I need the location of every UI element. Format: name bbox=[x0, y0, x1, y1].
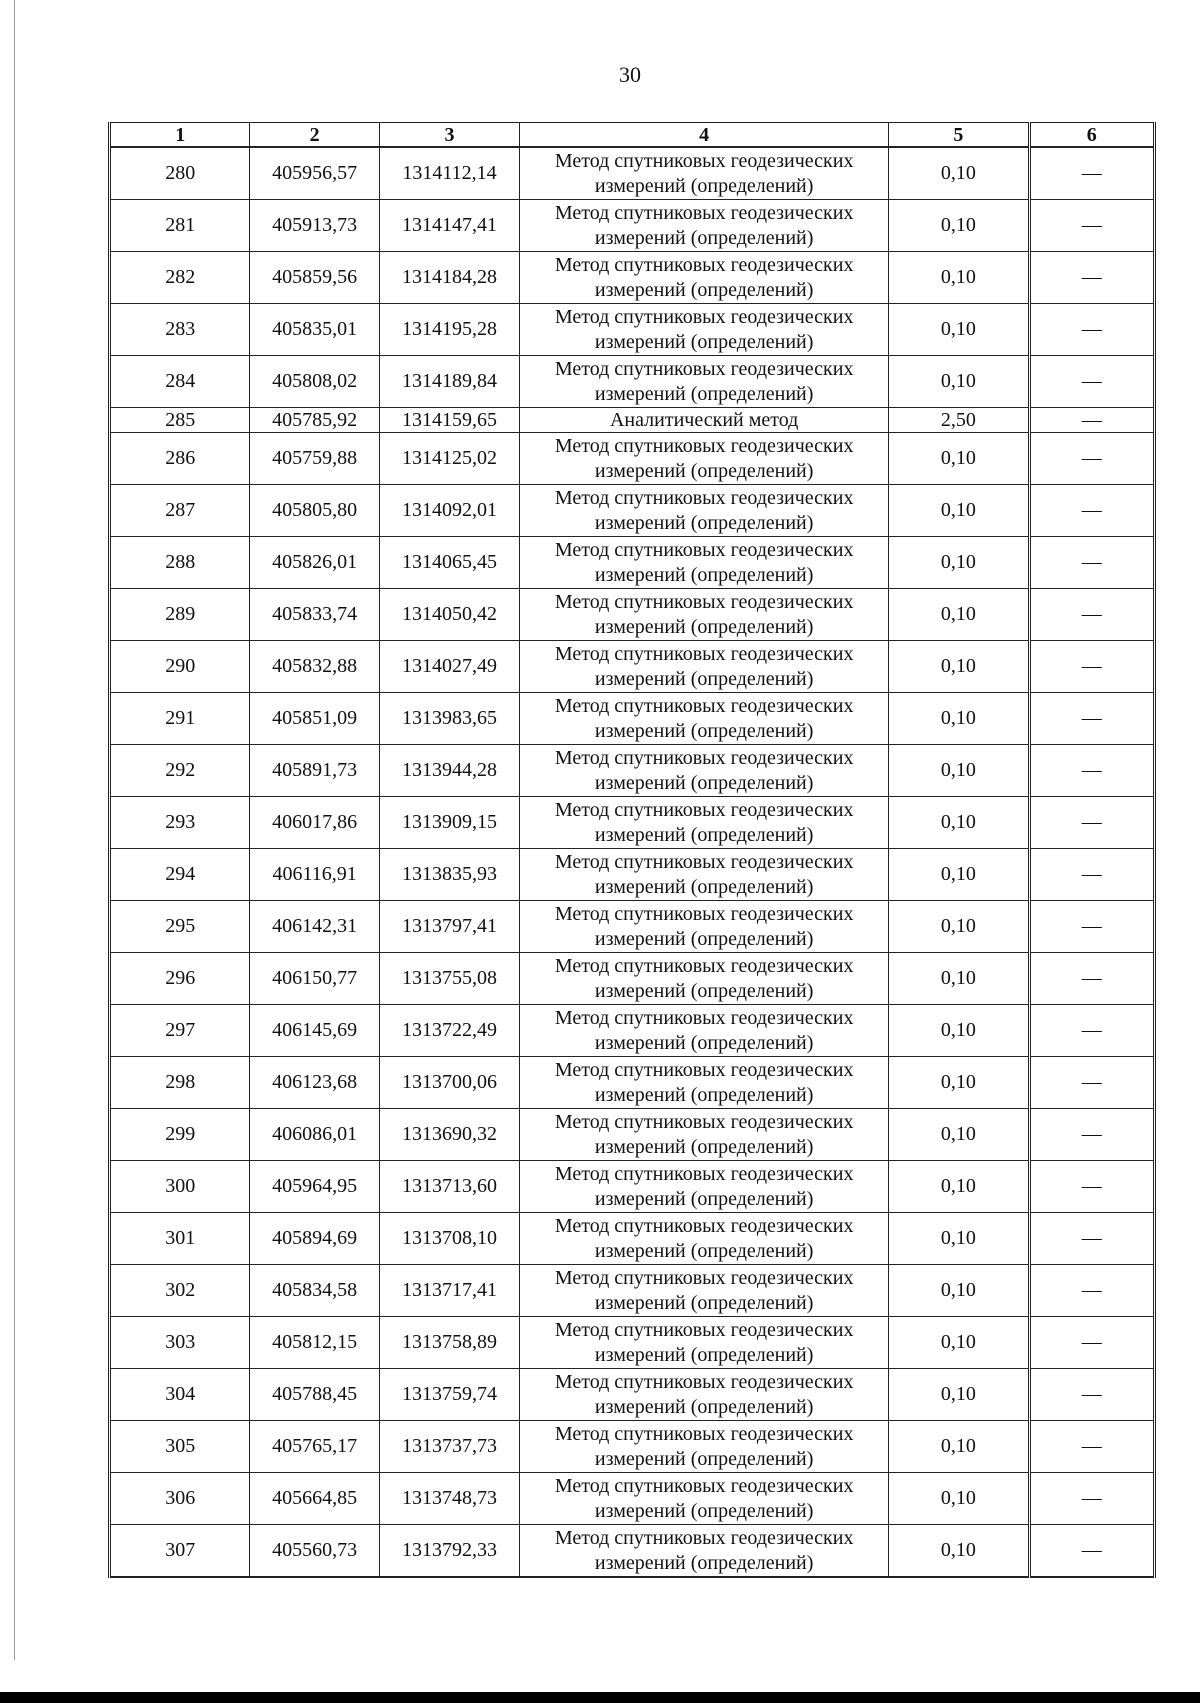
note-cell: — bbox=[1029, 1057, 1154, 1109]
accuracy-cell: 0,10 bbox=[889, 1005, 1029, 1057]
note-cell: — bbox=[1029, 304, 1154, 356]
method-line: Метод спутниковых геодезических bbox=[554, 746, 854, 769]
table-row bbox=[110, 1421, 1155, 1473]
accuracy-cell: 0,10 bbox=[889, 304, 1029, 356]
header-col-3: 3 bbox=[379, 123, 519, 148]
table-row bbox=[110, 1473, 1155, 1525]
point-number-cell: 298 bbox=[110, 1057, 250, 1109]
table-row bbox=[110, 1161, 1155, 1213]
header-col-4: 4 bbox=[520, 123, 889, 148]
x-coordinate-cell: 405913,73 bbox=[250, 200, 379, 252]
y-coordinate-cell: 1313755,08 bbox=[379, 953, 519, 1005]
y-coordinate-cell: 1313713,60 bbox=[379, 1161, 519, 1213]
point-number-cell: 301 bbox=[110, 1213, 250, 1265]
method-line: Метод спутниковых геодезических bbox=[554, 434, 854, 457]
point-number-cell: 284 bbox=[110, 356, 250, 408]
x-coordinate-cell: 405765,17 bbox=[250, 1421, 379, 1473]
point-number-cell: 281 bbox=[110, 200, 250, 252]
method-line: измерений (определений) bbox=[594, 330, 814, 353]
method-line: Метод спутниковых геодезических bbox=[554, 1058, 854, 1081]
method-line: Метод спутниковых геодезических bbox=[554, 1318, 854, 1341]
method-line: измерений (определений) bbox=[594, 927, 814, 950]
point-number-cell: 295 bbox=[110, 901, 250, 953]
note-cell: — bbox=[1029, 433, 1154, 485]
method-line: Метод спутниковых геодезических bbox=[554, 694, 854, 717]
method-line: измерений (определений) bbox=[594, 1447, 814, 1470]
scan-edge-bar bbox=[0, 1692, 1200, 1703]
accuracy-cell: 0,10 bbox=[889, 1421, 1029, 1473]
point-number-cell: 292 bbox=[110, 745, 250, 797]
method-cell bbox=[520, 304, 889, 356]
x-coordinate-cell: 406017,86 bbox=[250, 797, 379, 849]
header-col-2: 2 bbox=[250, 123, 379, 148]
y-coordinate-cell: 1314125,02 bbox=[379, 433, 519, 485]
table-row bbox=[110, 1317, 1155, 1369]
method-line: Метод спутниковых геодезических bbox=[554, 1110, 854, 1133]
header-col-5: 5 bbox=[889, 123, 1029, 148]
y-coordinate-cell: 1313737,73 bbox=[379, 1421, 519, 1473]
method-line: измерений (определений) bbox=[594, 511, 814, 534]
accuracy-cell: 0,10 bbox=[889, 589, 1029, 641]
method-line: измерений (определений) bbox=[594, 1031, 814, 1054]
x-coordinate-cell: 405808,02 bbox=[250, 356, 379, 408]
method-line: Метод спутниковых геодезических bbox=[554, 798, 854, 821]
x-coordinate-cell: 405759,88 bbox=[250, 433, 379, 485]
method-line: Метод спутниковых геодезических bbox=[554, 1214, 854, 1237]
x-coordinate-cell: 405833,74 bbox=[250, 589, 379, 641]
method-line: измерений (определений) bbox=[594, 1239, 814, 1262]
x-coordinate-cell: 405805,80 bbox=[250, 485, 379, 537]
y-coordinate-cell: 1314159,65 bbox=[379, 408, 519, 433]
method-line: Метод спутниковых геодезических bbox=[554, 1526, 854, 1549]
table-row bbox=[110, 1369, 1155, 1421]
table-row bbox=[110, 356, 1155, 408]
method-line: Метод спутниковых геодезических bbox=[554, 486, 854, 509]
method-line: измерений (определений) bbox=[594, 278, 814, 301]
method-cell bbox=[520, 849, 889, 901]
y-coordinate-cell: 1314147,41 bbox=[379, 200, 519, 252]
x-coordinate-cell: 405812,15 bbox=[250, 1317, 379, 1369]
accuracy-cell: 0,10 bbox=[889, 797, 1029, 849]
x-coordinate-cell: 405785,92 bbox=[250, 408, 379, 433]
accuracy-cell: 0,10 bbox=[889, 1317, 1029, 1369]
method-cell bbox=[520, 1109, 889, 1161]
accuracy-cell: 0,10 bbox=[889, 1473, 1029, 1525]
accuracy-cell: 0,10 bbox=[889, 147, 1029, 200]
y-coordinate-cell: 1313759,74 bbox=[379, 1369, 519, 1421]
method-line: измерений (определений) bbox=[594, 1343, 814, 1366]
table-row bbox=[110, 693, 1155, 745]
table-row bbox=[110, 1057, 1155, 1109]
point-number-cell: 302 bbox=[110, 1265, 250, 1317]
y-coordinate-cell: 1313944,28 bbox=[379, 745, 519, 797]
x-coordinate-cell: 405826,01 bbox=[250, 537, 379, 589]
table-row bbox=[110, 433, 1155, 485]
note-cell: — bbox=[1029, 693, 1154, 745]
method-cell bbox=[520, 356, 889, 408]
table-row bbox=[110, 1213, 1155, 1265]
header-row bbox=[110, 123, 1155, 148]
left-margin-rule bbox=[14, 0, 15, 1660]
method-line: измерений (определений) bbox=[594, 719, 814, 742]
y-coordinate-cell: 1314065,45 bbox=[379, 537, 519, 589]
y-coordinate-cell: 1313835,93 bbox=[379, 849, 519, 901]
y-coordinate-cell: 1313792,33 bbox=[379, 1525, 519, 1578]
point-number-cell: 285 bbox=[110, 408, 250, 433]
point-number-cell: 299 bbox=[110, 1109, 250, 1161]
table-row bbox=[110, 953, 1155, 1005]
note-cell: — bbox=[1029, 1369, 1154, 1421]
note-cell: — bbox=[1029, 537, 1154, 589]
method-line: измерений (определений) bbox=[594, 823, 814, 846]
note-cell: — bbox=[1029, 485, 1154, 537]
method-cell bbox=[520, 641, 889, 693]
x-coordinate-cell: 405859,56 bbox=[250, 252, 379, 304]
table-body bbox=[110, 147, 1155, 1577]
point-number-cell: 291 bbox=[110, 693, 250, 745]
accuracy-cell: 0,10 bbox=[889, 252, 1029, 304]
table-row bbox=[110, 849, 1155, 901]
y-coordinate-cell: 1313708,10 bbox=[379, 1213, 519, 1265]
accuracy-cell: 0,10 bbox=[889, 1369, 1029, 1421]
table-row bbox=[110, 641, 1155, 693]
note-cell: — bbox=[1029, 745, 1154, 797]
x-coordinate-cell: 406123,68 bbox=[250, 1057, 379, 1109]
table-row bbox=[110, 485, 1155, 537]
accuracy-cell: 0,10 bbox=[889, 485, 1029, 537]
accuracy-cell: 0,10 bbox=[889, 953, 1029, 1005]
method-line: Метод спутниковых геодезических bbox=[554, 954, 854, 977]
method-cell bbox=[520, 1161, 889, 1213]
x-coordinate-cell: 405835,01 bbox=[250, 304, 379, 356]
y-coordinate-cell: 1313717,41 bbox=[379, 1265, 519, 1317]
method-line: Метод спутниковых геодезических bbox=[554, 201, 854, 224]
note-cell: — bbox=[1029, 589, 1154, 641]
x-coordinate-cell: 406142,31 bbox=[250, 901, 379, 953]
y-coordinate-cell: 1313909,15 bbox=[379, 797, 519, 849]
method-line: измерений (определений) bbox=[594, 1291, 814, 1314]
method-line: измерений (определений) bbox=[594, 382, 814, 405]
note-cell: — bbox=[1029, 1005, 1154, 1057]
method-line: Метод спутниковых геодезических bbox=[554, 253, 854, 276]
method-line: измерений (определений) bbox=[594, 563, 814, 586]
method-line: Метод спутниковых геодезических bbox=[554, 1162, 854, 1185]
x-coordinate-cell: 406145,69 bbox=[250, 1005, 379, 1057]
method-cell bbox=[520, 1057, 889, 1109]
method-line: Метод спутниковых геодезических bbox=[554, 538, 854, 561]
accuracy-cell: 2,50 bbox=[889, 408, 1029, 433]
table-row bbox=[110, 408, 1155, 433]
point-number-cell: 304 bbox=[110, 1369, 250, 1421]
method-cell bbox=[520, 901, 889, 953]
x-coordinate-cell: 405664,85 bbox=[250, 1473, 379, 1525]
method-cell bbox=[520, 589, 889, 641]
x-coordinate-cell: 406086,01 bbox=[250, 1109, 379, 1161]
point-number-cell: 293 bbox=[110, 797, 250, 849]
x-coordinate-cell: 405560,73 bbox=[250, 1525, 379, 1578]
x-coordinate-cell: 405964,95 bbox=[250, 1161, 379, 1213]
note-cell: — bbox=[1029, 797, 1154, 849]
table-row bbox=[110, 1109, 1155, 1161]
y-coordinate-cell: 1314092,01 bbox=[379, 485, 519, 537]
method-line: Аналитический метод bbox=[609, 409, 799, 431]
note-cell: — bbox=[1029, 408, 1154, 433]
point-number-cell: 289 bbox=[110, 589, 250, 641]
table-row bbox=[110, 1265, 1155, 1317]
method-line: Метод спутниковых геодезических bbox=[554, 357, 854, 380]
point-number-cell: 283 bbox=[110, 304, 250, 356]
method-line: Метод спутниковых геодезических bbox=[554, 590, 854, 613]
y-coordinate-cell: 1313700,06 bbox=[379, 1057, 519, 1109]
method-line: Метод спутниковых геодезических bbox=[554, 642, 854, 665]
x-coordinate-cell: 405894,69 bbox=[250, 1213, 379, 1265]
accuracy-cell: 0,10 bbox=[889, 1057, 1029, 1109]
method-cell bbox=[520, 147, 889, 200]
header-col-6: 6 bbox=[1029, 123, 1154, 148]
y-coordinate-cell: 1313983,65 bbox=[379, 693, 519, 745]
method-cell bbox=[520, 1473, 889, 1525]
x-coordinate-cell: 405891,73 bbox=[250, 745, 379, 797]
y-coordinate-cell: 1314112,14 bbox=[379, 147, 519, 200]
note-cell: — bbox=[1029, 1317, 1154, 1369]
note-cell: — bbox=[1029, 252, 1154, 304]
method-line: измерений (определений) bbox=[594, 1187, 814, 1210]
y-coordinate-cell: 1314195,28 bbox=[379, 304, 519, 356]
method-line: измерений (определений) bbox=[594, 979, 814, 1002]
x-coordinate-cell: 405834,58 bbox=[250, 1265, 379, 1317]
accuracy-cell: 0,10 bbox=[889, 1265, 1029, 1317]
note-cell: — bbox=[1029, 1473, 1154, 1525]
method-line: измерений (определений) bbox=[594, 1083, 814, 1106]
table-row bbox=[110, 537, 1155, 589]
method-cell bbox=[520, 200, 889, 252]
accuracy-cell: 0,10 bbox=[889, 693, 1029, 745]
x-coordinate-cell: 405788,45 bbox=[250, 1369, 379, 1421]
method-cell bbox=[520, 433, 889, 485]
method-cell bbox=[520, 1005, 889, 1057]
coordinates-table bbox=[108, 122, 1156, 1578]
method-cell bbox=[520, 693, 889, 745]
y-coordinate-cell: 1313748,73 bbox=[379, 1473, 519, 1525]
point-number-cell: 303 bbox=[110, 1317, 250, 1369]
method-cell bbox=[520, 797, 889, 849]
note-cell: — bbox=[1029, 901, 1154, 953]
note-cell: — bbox=[1029, 1525, 1154, 1578]
accuracy-cell: 0,10 bbox=[889, 745, 1029, 797]
point-number-cell: 305 bbox=[110, 1421, 250, 1473]
x-coordinate-cell: 406116,91 bbox=[250, 849, 379, 901]
note-cell: — bbox=[1029, 1161, 1154, 1213]
method-line: измерений (определений) bbox=[594, 1551, 814, 1574]
note-cell: — bbox=[1029, 147, 1154, 200]
point-number-cell: 300 bbox=[110, 1161, 250, 1213]
y-coordinate-cell: 1313722,49 bbox=[379, 1005, 519, 1057]
y-coordinate-cell: 1314184,28 bbox=[379, 252, 519, 304]
method-cell bbox=[520, 537, 889, 589]
x-coordinate-cell: 406150,77 bbox=[250, 953, 379, 1005]
accuracy-cell: 0,10 bbox=[889, 849, 1029, 901]
method-cell bbox=[520, 1421, 889, 1473]
method-cell bbox=[520, 953, 889, 1005]
point-number-cell: 282 bbox=[110, 252, 250, 304]
y-coordinate-cell: 1313758,89 bbox=[379, 1317, 519, 1369]
method-line: Метод спутниковых геодезических bbox=[554, 1006, 854, 1029]
x-coordinate-cell: 405832,88 bbox=[250, 641, 379, 693]
method-line: измерений (определений) bbox=[594, 226, 814, 249]
table-row bbox=[110, 147, 1155, 200]
point-number-cell: 290 bbox=[110, 641, 250, 693]
table-row bbox=[110, 1525, 1155, 1578]
point-number-cell: 306 bbox=[110, 1473, 250, 1525]
x-coordinate-cell: 405851,09 bbox=[250, 693, 379, 745]
table-row bbox=[110, 745, 1155, 797]
method-line: измерений (определений) bbox=[594, 1135, 814, 1158]
x-coordinate-cell: 405956,57 bbox=[250, 147, 379, 200]
accuracy-cell: 0,10 bbox=[889, 1161, 1029, 1213]
y-coordinate-cell: 1313690,32 bbox=[379, 1109, 519, 1161]
note-cell: — bbox=[1029, 1109, 1154, 1161]
table-row bbox=[110, 252, 1155, 304]
point-number-cell: 288 bbox=[110, 537, 250, 589]
method-line: Метод спутниковых геодезических bbox=[554, 1422, 854, 1445]
y-coordinate-cell: 1314050,42 bbox=[379, 589, 519, 641]
note-cell: — bbox=[1029, 1265, 1154, 1317]
method-line: измерений (определений) bbox=[594, 771, 814, 794]
accuracy-cell: 0,10 bbox=[889, 433, 1029, 485]
y-coordinate-cell: 1313797,41 bbox=[379, 901, 519, 953]
method-cell bbox=[520, 1265, 889, 1317]
note-cell: — bbox=[1029, 849, 1154, 901]
accuracy-cell: 0,10 bbox=[889, 537, 1029, 589]
header-col-1: 1 bbox=[110, 123, 250, 148]
point-number-cell: 307 bbox=[110, 1525, 250, 1578]
method-line: Метод спутниковых геодезических bbox=[554, 1370, 854, 1393]
table-row bbox=[110, 304, 1155, 356]
accuracy-cell: 0,10 bbox=[889, 356, 1029, 408]
y-coordinate-cell: 1314027,49 bbox=[379, 641, 519, 693]
accuracy-cell: 0,10 bbox=[889, 200, 1029, 252]
table-row bbox=[110, 797, 1155, 849]
note-cell: — bbox=[1029, 200, 1154, 252]
method-line: измерений (определений) bbox=[594, 615, 814, 638]
method-line: Метод спутниковых геодезических bbox=[554, 902, 854, 925]
method-cell bbox=[520, 1317, 889, 1369]
point-number-cell: 297 bbox=[110, 1005, 250, 1057]
table-row bbox=[110, 1005, 1155, 1057]
accuracy-cell: 0,10 bbox=[889, 901, 1029, 953]
method-line: измерений (определений) bbox=[594, 875, 814, 898]
method-cell bbox=[520, 1213, 889, 1265]
accuracy-cell: 0,10 bbox=[889, 1213, 1029, 1265]
note-cell: — bbox=[1029, 953, 1154, 1005]
method-cell bbox=[520, 485, 889, 537]
note-cell: — bbox=[1029, 1213, 1154, 1265]
point-number-cell: 294 bbox=[110, 849, 250, 901]
note-cell: — bbox=[1029, 1421, 1154, 1473]
method-cell bbox=[520, 745, 889, 797]
note-cell: — bbox=[1029, 641, 1154, 693]
page-number: 30 bbox=[619, 62, 641, 87]
table-row bbox=[110, 589, 1155, 641]
y-coordinate-cell: 1314189,84 bbox=[379, 356, 519, 408]
method-line: измерений (определений) bbox=[594, 667, 814, 690]
table-row bbox=[110, 200, 1155, 252]
table-row bbox=[110, 901, 1155, 953]
point-number-cell: 286 bbox=[110, 433, 250, 485]
accuracy-cell: 0,10 bbox=[889, 1525, 1029, 1578]
table-header bbox=[110, 123, 1155, 148]
method-line: измерений (определений) bbox=[594, 1395, 814, 1418]
point-number-cell: 280 bbox=[110, 147, 250, 200]
method-line: измерений (определений) bbox=[594, 174, 814, 197]
method-line: измерений (определений) bbox=[594, 1499, 814, 1522]
method-line: Метод спутниковых геодезических bbox=[554, 1474, 854, 1497]
method-cell bbox=[520, 1369, 889, 1421]
accuracy-cell: 0,10 bbox=[889, 1109, 1029, 1161]
method-cell bbox=[520, 1525, 889, 1578]
method-line: Метод спутниковых геодезических bbox=[554, 305, 854, 328]
method-cell bbox=[520, 408, 889, 433]
method-line: Метод спутниковых геодезических bbox=[554, 1266, 854, 1289]
note-cell: — bbox=[1029, 356, 1154, 408]
accuracy-cell: 0,10 bbox=[889, 641, 1029, 693]
method-line: Метод спутниковых геодезических bbox=[554, 850, 854, 873]
method-cell bbox=[520, 252, 889, 304]
method-line: измерений (определений) bbox=[594, 459, 814, 482]
point-number-cell: 287 bbox=[110, 485, 250, 537]
point-number-cell: 296 bbox=[110, 953, 250, 1005]
method-line: Метод спутниковых геодезических bbox=[554, 149, 854, 172]
